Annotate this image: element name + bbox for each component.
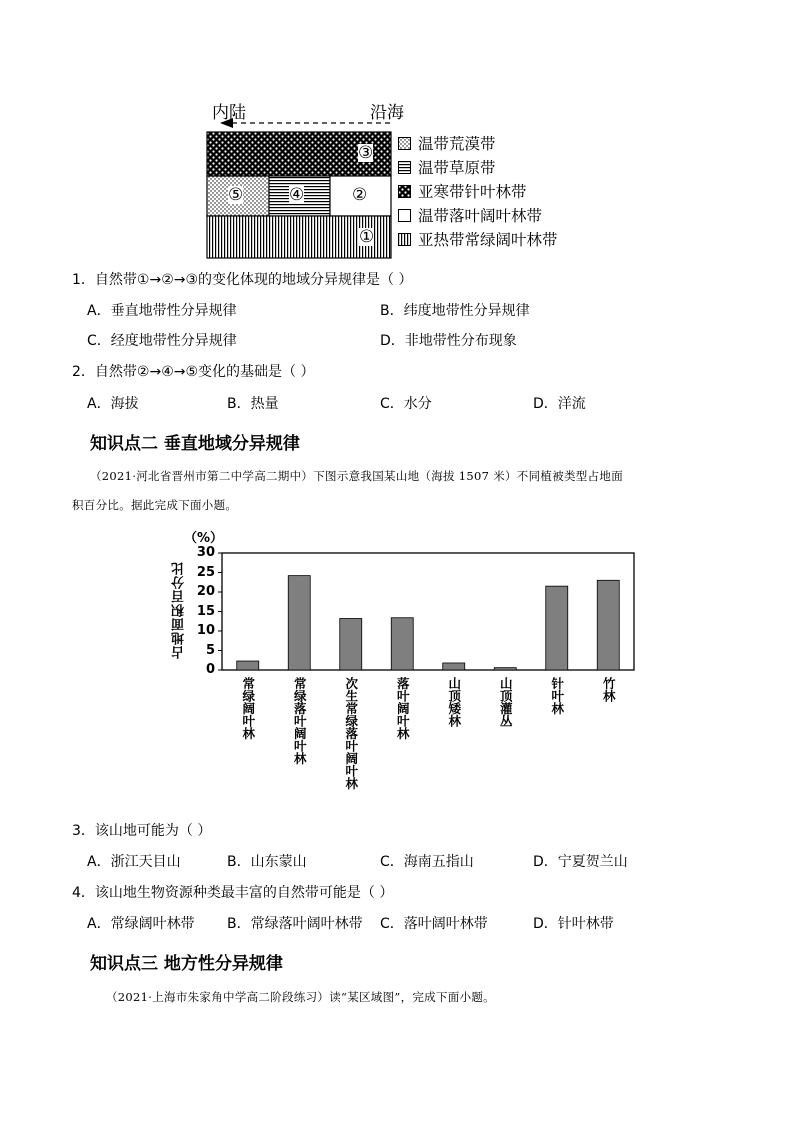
section-3-title: 知识点三 地方性分异规律 xyxy=(90,954,283,974)
x-label-7: 针叶林 xyxy=(549,677,565,715)
bar-6 xyxy=(494,668,516,670)
cell-1-label: ① xyxy=(359,227,375,247)
y-tick-label: 15 xyxy=(196,603,215,619)
zone-diagram xyxy=(200,96,600,262)
cell-3-label: ③ xyxy=(358,143,374,163)
coast-label: 沿海 xyxy=(370,103,404,123)
question-2-stem: 2．自然带②→④→⑤变化的基础是（ ） xyxy=(72,364,315,380)
bar-4 xyxy=(391,618,413,670)
q1-option-d[interactable]: D．非地带性分布现象 xyxy=(380,333,517,349)
q2-option-a[interactable]: A．海拔 xyxy=(87,396,139,412)
q2-option-d[interactable]: D．洋流 xyxy=(533,396,586,412)
chart-plot xyxy=(160,525,640,675)
x-label-1: 常绿阔叶林 xyxy=(240,677,256,740)
q3-option-a[interactable]: A．浙江天目山 xyxy=(87,854,181,870)
legend-label-evergreen: 亚热带常绿阔叶林带 xyxy=(418,231,558,249)
x-label-3: 次生常绿落叶阔叶林 xyxy=(343,677,359,790)
x-label-4: 落叶阔叶林 xyxy=(395,677,411,740)
y-tick-label: 10 xyxy=(196,623,215,638)
bar-2 xyxy=(288,576,310,670)
q2-option-b[interactable]: B．热量 xyxy=(227,396,279,412)
bar-1 xyxy=(237,661,259,670)
legend-label-steppe: 温带草原带 xyxy=(418,159,496,177)
y-tick-label: 30 xyxy=(196,545,215,560)
cell-5-label: ⑤ xyxy=(228,185,244,205)
y-tick-label: 25 xyxy=(196,564,215,580)
x-label-8: 竹林 xyxy=(601,677,617,702)
x-label-6: 山顶灌丛 xyxy=(498,677,514,727)
q2-option-c[interactable]: C．水分 xyxy=(380,396,432,412)
q3-option-d[interactable]: D．宁夏贺兰山 xyxy=(533,854,628,870)
legend-swatches xyxy=(398,137,412,257)
plot-frame xyxy=(222,553,634,670)
q1-option-b[interactable]: B．纬度地带性分异规律 xyxy=(380,303,530,319)
y-tick-label: 0 xyxy=(205,662,215,677)
bar-3 xyxy=(340,619,362,670)
zone-legend xyxy=(398,132,598,260)
legend-label-desert: 温带荒漠带 xyxy=(418,135,496,153)
q1-option-a[interactable]: A．垂直地带性分异规律 xyxy=(87,303,237,319)
vegetation-bar-chart xyxy=(160,525,640,815)
q1-option-c[interactable]: C．经度地带性分异规律 xyxy=(87,333,237,349)
chart-unit-label: （%） xyxy=(184,531,224,546)
inland-label: 内陆 xyxy=(212,103,246,123)
question-3-stem: 3．该山地可能为（ ） xyxy=(72,823,212,839)
x-label-2: 常绿落叶阔叶林 xyxy=(292,677,308,765)
legend-label-deciduous: 温带落叶阔叶林带 xyxy=(418,207,543,225)
section-2-title: 知识点二 垂直地域分异规律 xyxy=(90,434,300,454)
bar-5 xyxy=(443,663,465,670)
section-2-source-line1: （2021·河北省晋州市第二中学高二期中）下图示意我国某山地（海拔 1507 米）不同植被类型占地面 xyxy=(90,469,623,483)
x-label-5: 山顶矮林 xyxy=(446,677,462,727)
q4-option-a[interactable]: A．常绿阔叶林带 xyxy=(87,916,195,932)
q4-option-c[interactable]: C．落叶阔叶林带 xyxy=(380,916,488,932)
cell-2-label: ② xyxy=(352,185,368,205)
bar-8 xyxy=(597,580,619,670)
legend-label-taiga: 亚寒带针叶林带 xyxy=(418,183,527,201)
q3-option-b[interactable]: B．山东蒙山 xyxy=(227,854,307,870)
question-4-stem: 4．该山地生物资源种类最丰富的自然带可能是（ ） xyxy=(72,885,394,901)
q4-option-d[interactable]: D．针叶林带 xyxy=(533,916,614,932)
y-tick-label: 20 xyxy=(196,584,215,599)
section-3-source-line1: （2021·上海市朱家角中学高二阶段练习）读“某区域图”，完成下面小题。 xyxy=(106,990,495,1004)
q4-option-b[interactable]: B．常绿落叶阔叶林带 xyxy=(227,916,363,932)
section-2-source-line2: 积百分比。据此完成下面小题。 xyxy=(72,498,238,512)
q3-option-c[interactable]: C．海南五指山 xyxy=(380,854,474,870)
y-tick-label: 5 xyxy=(205,642,215,658)
question-1-stem: 1．自然带①→②→③的变化体现的地域分异规律是（ ） xyxy=(72,272,413,288)
bar-7 xyxy=(546,586,568,670)
cell-4-label: ④ xyxy=(289,185,305,205)
chart-y-axis-label: 占地面积百分比 xyxy=(172,561,187,659)
